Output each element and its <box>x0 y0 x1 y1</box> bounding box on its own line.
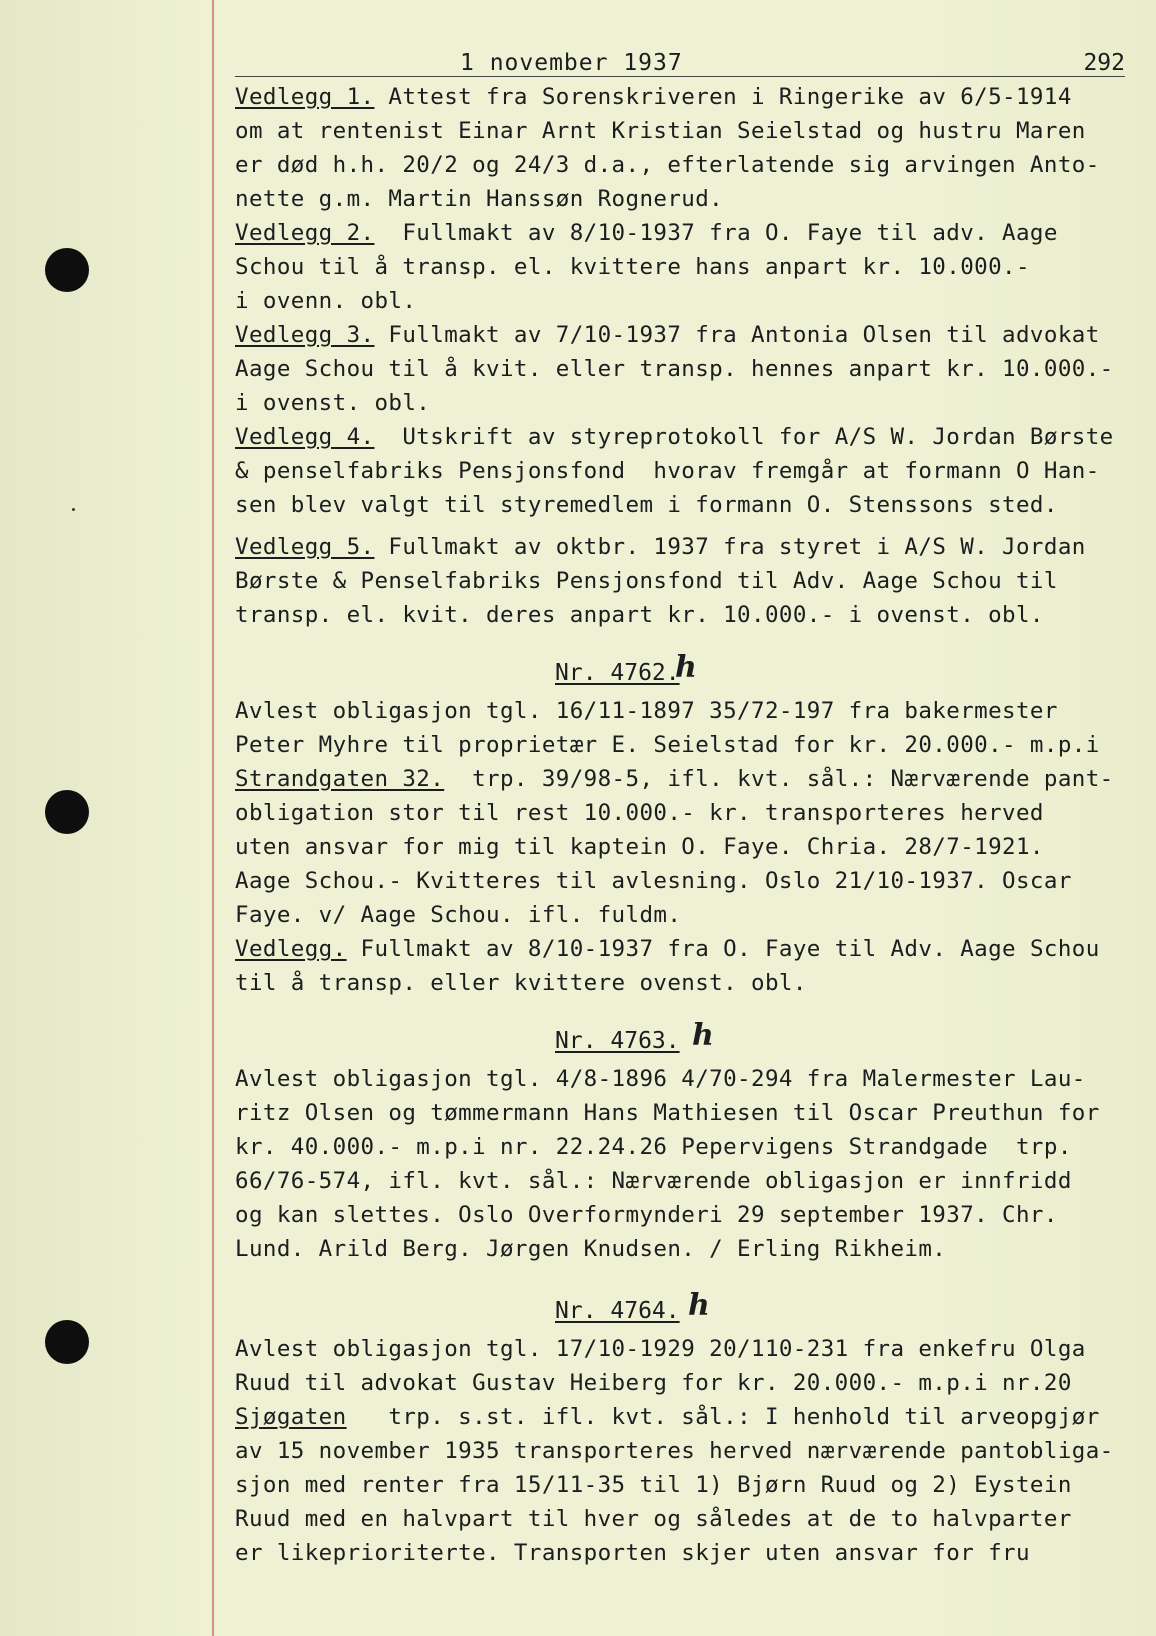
entry-number: Nr. 4764. <box>555 1298 680 1324</box>
text-line: av 15 november 1935 transporteres herved nærværende pantobliga- <box>235 1438 1114 1464</box>
text-line: i ovenst. obl. <box>235 390 431 416</box>
text-line: Vedlegg 2. Fullmakt av 8/10-1937 fra O. Faye til adv. Aage <box>235 220 1058 246</box>
initial-mark: h <box>688 1288 710 1323</box>
text-line: Avlest obligasjon tgl. 16/11-1897 35/72-197 fra bakermester <box>235 698 1058 724</box>
text-line: Avlest obligasjon tgl. 17/10-1929 20/110-231 fra enkefru Olga <box>235 1336 1086 1362</box>
text-line: sen blev valgt til styremedlem i formann O. Stenssons sted. <box>235 492 1058 518</box>
initial-mark: h <box>675 650 697 685</box>
text-line: ritz Olsen og tømmermann Hans Mathiesen til Oscar Preuthun for <box>235 1100 1100 1126</box>
text-line: Schou til å transp. el. kvittere hans anpart kr. 10.000.- <box>235 254 1030 280</box>
text-line: 66/76-574, ifl. kvt. sål.: Nærværende obligasjon er innfridd <box>235 1168 1072 1194</box>
header-rule <box>235 76 1125 77</box>
text-line: i ovenn. obl. <box>235 288 417 314</box>
text-line: er likeprioriterte. Transporten skjer uten ansvar for fru <box>235 1540 1030 1566</box>
text-line: Vedlegg 3. Fullmakt av 7/10-1937 fra Antonia Olsen til advokat <box>235 322 1100 348</box>
text-line: Sjøgaten trp. s.st. ifl. kvt. sål.: I henhold til arveopgjør <box>235 1404 1100 1430</box>
text-line: Faye. v/ Aage Schou. ifl. fuldm. <box>235 902 682 928</box>
entry-number: Nr. 4762. <box>555 660 680 686</box>
text-line: Strandgaten 32. trp. 39/98-5, ifl. kvt. sål.: Nærværende pant- <box>235 766 1114 792</box>
text-line: Ruud til advokat Gustav Heiberg for kr. 20.000.- m.p.i nr.20 <box>235 1370 1072 1396</box>
text-line: Peter Myhre til proprietær E. Seielstad for kr. 20.000.- m.p.i <box>235 732 1100 758</box>
text-line: obligation stor til rest 10.000.- kr. transporteres herved <box>235 800 1044 826</box>
page-header <box>235 50 1125 80</box>
header-date: 1 november 1937 <box>460 50 683 76</box>
text-line: kr. 40.000.- m.p.i nr. 22.24.26 Pepervigens Strandgade trp. <box>235 1134 1072 1160</box>
text-line: Ruud med en halvpart til hver og således at de to halvparter <box>235 1506 1072 1532</box>
text-line: & penselfabriks Pensjonsfond hvorav fremgår at formann O Han- <box>235 458 1100 484</box>
punch-hole-bottom <box>45 1320 89 1364</box>
text-line: Aage Schou til å kvit. eller transp. hennes anpart kr. 10.000.- <box>235 356 1114 382</box>
text-line: Vedlegg 1. Attest fra Sorenskriveren i Ringerike av 6/5-1914 <box>235 84 1072 110</box>
text-line: Avlest obligasjon tgl. 4/8-1896 4/70-294 fra Malermester Lau- <box>235 1066 1086 1092</box>
text-line: sjon med renter fra 15/11-35 til 1) Bjørn Ruud og 2) Eystein <box>235 1472 1072 1498</box>
margin-rule <box>212 0 214 1636</box>
punch-hole-top <box>45 248 89 292</box>
text-line: Lund. Arild Berg. Jørgen Knudsen. / Erling Rikheim. <box>235 1236 947 1262</box>
page-number: 292 <box>1083 50 1125 76</box>
punch-hole-middle <box>45 790 89 834</box>
text-line: uten ansvar for mig til kaptein O. Faye. Chria. 28/7-1921. <box>235 834 1044 860</box>
speck <box>72 508 75 511</box>
text-line: Vedlegg 4. Utskrift av styreprotokoll for A/S W. Jordan Børste <box>235 424 1114 450</box>
text-line: transp. el. kvit. deres anpart kr. 10.000.- i ovenst. obl. <box>235 602 1044 628</box>
text-line: om at rentenist Einar Arnt Kristian Seielstad og hustru Maren <box>235 118 1086 144</box>
text-line: Vedlegg 5. Fullmakt av oktbr. 1937 fra styret i A/S W. Jordan <box>235 534 1086 560</box>
text-line: og kan slettes. Oslo Overformynderi 29 september 1937. Chr. <box>235 1202 1058 1228</box>
text-line: Børste & Penselfabriks Pensjonsfond til Adv. Aage Schou til <box>235 568 1058 594</box>
text-line: nette g.m. Martin Hanssøn Rognerud. <box>235 186 724 212</box>
text-line: er død h.h. 20/2 og 24/3 d.a., efterlatende sig arvingen Anto- <box>235 152 1100 178</box>
text-line: Aage Schou.- Kvitteres til avlesning. Oslo 21/10-1937. Oscar <box>235 868 1072 894</box>
entry-number: Nr. 4763. <box>555 1028 680 1054</box>
text-line: Vedlegg. Fullmakt av 8/10-1937 fra O. Faye til Adv. Aage Schou <box>235 936 1100 962</box>
initial-mark: h <box>692 1018 714 1053</box>
text-line: til å transp. eller kvittere ovenst. obl. <box>235 970 807 996</box>
